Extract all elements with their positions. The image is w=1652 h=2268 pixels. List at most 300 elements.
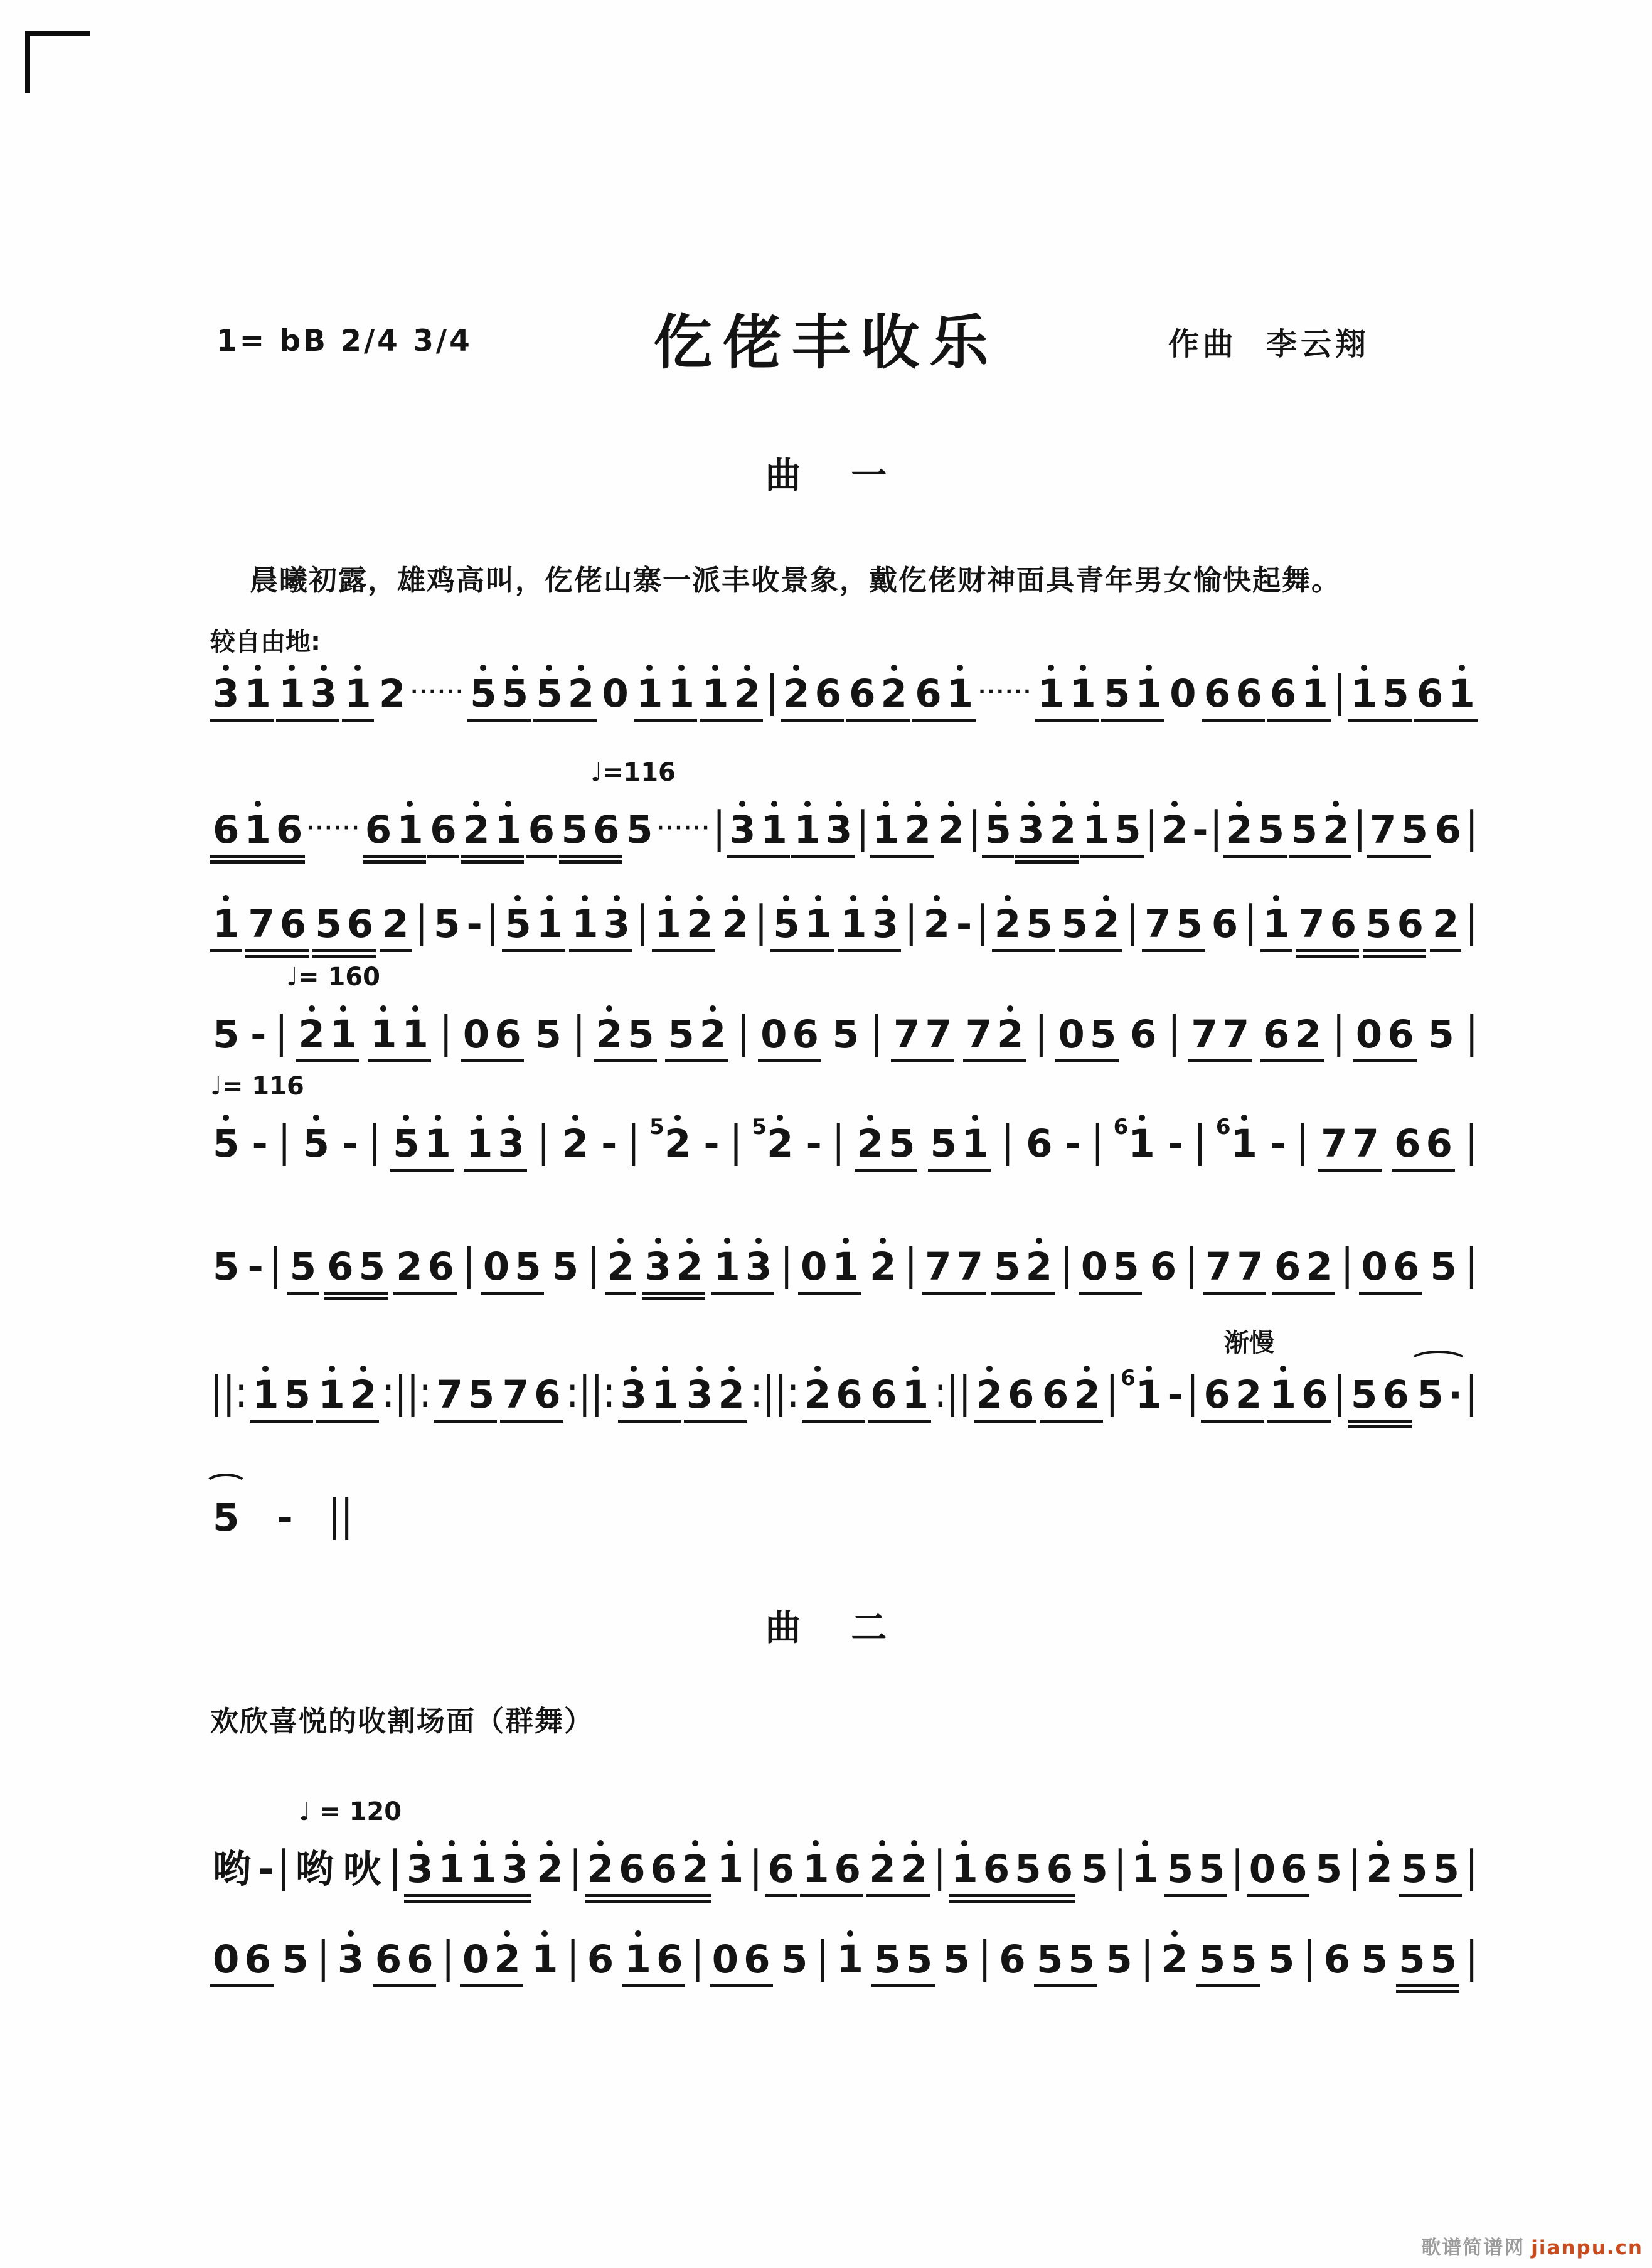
note-digit: 2 (783, 675, 809, 713)
octave-dot (1236, 801, 1242, 807)
octave-dot (309, 1005, 315, 1012)
note-token (250, 1372, 313, 1423)
note-digit: 6 (656, 1937, 683, 1982)
note-digit: 5 (1399, 1937, 1426, 1982)
note-digit: 5 (943, 1937, 970, 1982)
notes-row (210, 803, 1478, 858)
augmentation-dot: · (1448, 1374, 1463, 1416)
octave-dot (578, 665, 584, 671)
note-digit: 5 (514, 1244, 541, 1289)
note-token (210, 1012, 242, 1057)
barline: | (870, 1007, 883, 1057)
note-token (316, 1372, 379, 1423)
note-digit: 6 (375, 1937, 402, 1982)
note-digit: 5 (1230, 1937, 1257, 1982)
barline: | (441, 1932, 454, 1982)
note-token (210, 1121, 242, 1166)
note-token (1188, 1012, 1252, 1062)
octave-dot (972, 1115, 978, 1121)
note-digit: 2 (396, 1244, 423, 1289)
note-digit: 5 (213, 1125, 239, 1163)
note-token (949, 1847, 1075, 1897)
note-token (526, 808, 557, 858)
note-token (464, 1121, 527, 1172)
notation-line (210, 1072, 1478, 1172)
note-digit: 2 (1161, 811, 1188, 849)
octave-dot (449, 1840, 455, 1846)
octave-dot (655, 1238, 661, 1244)
note-digit: 6 (1330, 902, 1357, 946)
note-digit: 6 (1149, 1244, 1177, 1289)
note-digit: 2 (1432, 902, 1459, 946)
barline: | (1186, 1367, 1198, 1418)
octave-dot (692, 1840, 698, 1846)
barline: | (627, 1116, 640, 1167)
octave-dot (986, 1366, 993, 1372)
note-token (594, 1012, 657, 1062)
octave-dot (417, 1840, 423, 1846)
note-token (1267, 1372, 1331, 1423)
note-digit: 5 (289, 1244, 317, 1289)
note-digit: 1 (466, 1125, 493, 1163)
note-digit: 5 (1427, 1012, 1454, 1057)
continuation-dots: ······ (656, 817, 711, 839)
lyric-syllable: 哟 (213, 1847, 253, 1891)
octave-dot (1459, 665, 1465, 671)
note-digit: 5 (1061, 902, 1089, 946)
barline: | (277, 1842, 290, 1892)
barline: | (1145, 803, 1158, 853)
note-token (1272, 1244, 1335, 1295)
note-digit: 6 (1269, 671, 1297, 716)
barline: :||: (381, 1367, 431, 1418)
note-token (779, 1937, 810, 1982)
note-token (700, 671, 763, 722)
octave-dot (262, 1366, 269, 1372)
note-digit: 5 (1015, 1847, 1042, 1891)
barline: :|| (934, 1367, 971, 1418)
note-digit: 2 (857, 1125, 883, 1163)
note-token (642, 1244, 705, 1295)
note-digit: 3 (644, 1248, 671, 1286)
section-two-description: 欢欣喜悦的收割场面（群舞） (210, 1704, 594, 1738)
octave-dot (1028, 801, 1035, 807)
note-digit: 5 (1291, 808, 1318, 852)
note-digit: 6 (1397, 902, 1424, 946)
note-digit: 2 (536, 1850, 563, 1888)
note-digit: 5 (470, 675, 496, 713)
octave-dot (473, 801, 479, 807)
note-token (935, 808, 966, 852)
note-digit: 5 (1104, 671, 1131, 716)
octave-dot (847, 1930, 853, 1937)
note-digit: 1 (717, 1850, 743, 1888)
note-token (342, 671, 373, 722)
note-token (1289, 808, 1352, 858)
note-token (599, 671, 631, 716)
dash-prolong: - (277, 1495, 293, 1540)
octave-dot (883, 801, 889, 807)
barline: | (1465, 1367, 1478, 1418)
octave-dot (696, 1366, 703, 1372)
barline: | (269, 1239, 282, 1290)
octave-dot (793, 665, 799, 671)
note-token (434, 1372, 497, 1423)
note-digit: 5 (1361, 1937, 1388, 1982)
note-digit: 1 (794, 811, 820, 849)
barline: | (1114, 1842, 1126, 1892)
note-token (500, 1372, 563, 1423)
note-digit: 1 (832, 1248, 858, 1286)
note-token (921, 902, 952, 946)
note-digit: 5 (874, 1937, 901, 1982)
note-digit: 7 (436, 1372, 463, 1417)
octave-dot (771, 801, 777, 807)
notation-line (210, 897, 1478, 952)
note-token (624, 808, 655, 852)
barline: | (765, 666, 778, 717)
note-token (335, 1937, 366, 1982)
note-digit: 2 (804, 1376, 831, 1414)
octave-dot (546, 1840, 553, 1846)
octave-dot (836, 801, 842, 807)
barline: | (749, 1842, 762, 1892)
note-token (963, 1012, 1026, 1062)
note-digit: 6 (1211, 902, 1239, 946)
barline: | (1126, 897, 1138, 947)
note-digit: 6 (534, 1372, 561, 1417)
note-token (765, 1847, 796, 1897)
octave-dot (727, 1840, 733, 1846)
note-digit: 6 (915, 671, 942, 716)
octave-dot (744, 665, 750, 671)
octave-dot (480, 665, 486, 671)
note-digit: 2 (596, 1015, 622, 1054)
note-digit: 2 (1161, 1940, 1188, 1979)
notation-line (210, 1490, 1478, 1541)
note-digit: 6 (870, 1372, 897, 1417)
octave-dot (1146, 1366, 1152, 1372)
note-digit: 1 (668, 675, 694, 713)
note-token (1215, 1115, 1260, 1166)
note-token (1196, 1937, 1260, 1987)
note-token (533, 671, 597, 722)
barline: | (1185, 1239, 1197, 1290)
note-digit: 5 (561, 808, 589, 852)
note-digit: 3 (826, 811, 852, 849)
barline: | (1193, 1116, 1206, 1167)
note-digit: 6 (430, 808, 457, 852)
barline: | (816, 1932, 829, 1982)
note-token (791, 808, 855, 858)
octave-dot (882, 895, 888, 901)
barline: :||: (565, 1367, 616, 1418)
note-token (404, 1847, 531, 1897)
octave-dot (412, 1005, 418, 1012)
note-digit: 6 (619, 1847, 646, 1891)
octave-dot (961, 1840, 967, 1846)
note-digit: 2 (1026, 1248, 1052, 1286)
octave-dot (678, 665, 685, 671)
note-digit: 2 (1050, 811, 1076, 849)
note-token (210, 1847, 255, 1891)
note-token (1209, 902, 1240, 946)
note-token (922, 1244, 986, 1295)
score-header (0, 295, 1652, 395)
note-digit: 5 (284, 1372, 311, 1417)
note-digit: 5 (1350, 1372, 1378, 1417)
note-digit: 7 (925, 1244, 952, 1289)
note-token (652, 902, 715, 952)
octave-dot (957, 665, 963, 671)
note-digit: 2 (904, 811, 930, 849)
note-digit: 2 (937, 811, 964, 849)
barline: :||: (750, 1367, 799, 1418)
note-token (838, 902, 901, 952)
note-token (1201, 1372, 1264, 1423)
note-digit: 7 (502, 1372, 530, 1417)
octave-dot (635, 1930, 641, 1937)
section-one-heading: 曲 一 (765, 455, 906, 496)
note-token (1348, 1372, 1412, 1423)
note-digit: 2 (1226, 811, 1252, 849)
octave-dot (1007, 1005, 1013, 1012)
note-token (1121, 1366, 1164, 1417)
note-digit: 6 (365, 808, 392, 852)
barline: | (729, 1116, 742, 1167)
note-digit: 5 (1315, 1847, 1343, 1891)
note-token (1358, 1937, 1390, 1982)
note-token (711, 1244, 774, 1295)
section-one-description: 晨曦初露，雄鸡高叫，仡佬山寨一派丰收景象，戴仡佬财神面具青年男女愉快起舞。 (250, 564, 1341, 597)
note-token (1367, 808, 1431, 858)
tempo-marking: ♩=116 (590, 758, 676, 787)
note-digit: 2 (997, 1015, 1023, 1054)
note-digit: 1 (1083, 811, 1109, 849)
note-token (376, 671, 408, 716)
note-token (296, 1012, 359, 1062)
octave-dot (360, 1366, 366, 1372)
note-digit: 2 (587, 1850, 614, 1888)
grace-note: 6 (1113, 1115, 1129, 1140)
note-digit: 3 (604, 905, 630, 943)
lyric-syllable: 哟 (295, 1847, 335, 1891)
octave-dot (1084, 1366, 1090, 1372)
note-token (1267, 671, 1331, 722)
note-digit: 6 (528, 808, 555, 852)
note-token (1035, 671, 1099, 722)
note-digit: 5 (781, 1937, 808, 1982)
note-token (467, 671, 531, 722)
octave-dot (686, 1238, 693, 1244)
note-token (710, 1937, 773, 1987)
barline: | (968, 803, 981, 853)
note-digit: 1 (370, 1015, 397, 1054)
note-digit: 6 (1203, 1372, 1230, 1417)
note-digit: 5 (773, 905, 799, 943)
octave-dot (1080, 665, 1086, 671)
note-digit: 5 (1112, 1244, 1139, 1289)
note-digit: 6 (836, 1372, 863, 1417)
note-digit: 2 (494, 1940, 520, 1979)
note-digit: 6 (407, 1937, 434, 1982)
note-digit: 1 (1270, 1376, 1296, 1414)
note-token (245, 902, 309, 952)
note-digit: 3 (745, 1248, 772, 1286)
octave-dot (995, 801, 1001, 807)
note-token (1079, 1847, 1110, 1891)
note-digit: 0 (1080, 1244, 1108, 1289)
note-digit: 1 (1231, 1125, 1257, 1163)
note-token (1148, 1244, 1179, 1289)
note-digit: 6 (1416, 671, 1444, 716)
note-token (830, 1012, 861, 1057)
note-digit: 5 (502, 675, 528, 713)
note-digit: 1 (837, 1940, 863, 1979)
note-digit: 0 (711, 1937, 739, 1982)
note-token (834, 1937, 866, 1982)
octave-dot (891, 665, 897, 671)
notes-row (210, 1007, 1478, 1062)
note-token (1430, 902, 1461, 952)
note-token (279, 1937, 311, 1982)
octave-dot (582, 895, 588, 901)
octave-dot (1103, 895, 1109, 901)
note-digit: 1 (625, 1940, 651, 1979)
octave-dot (512, 1840, 518, 1846)
note-digit: 1 (1132, 1850, 1158, 1888)
note-token (1164, 1847, 1228, 1897)
octave-dot (476, 1115, 482, 1121)
dash-prolong: - (956, 902, 973, 946)
dash-prolong: - (601, 1121, 617, 1166)
note-digit: 2 (722, 905, 748, 943)
barline: | (933, 1842, 946, 1892)
octave-dot (614, 895, 620, 901)
dash-prolong: - (1192, 808, 1208, 852)
note-token (210, 902, 242, 952)
barline: | (1296, 1116, 1308, 1167)
octave-dot (1005, 895, 1011, 901)
note-digit: 1 (1038, 675, 1064, 713)
note-token (866, 1847, 930, 1897)
note-token (1260, 902, 1292, 952)
octave-dot (867, 1115, 873, 1121)
note-digit: 5 (504, 905, 531, 943)
note-digit: 5 (213, 1495, 240, 1540)
octave-dot (1139, 1115, 1145, 1121)
note-token (324, 1244, 388, 1295)
note-token (1080, 808, 1144, 858)
dash-prolong: - (806, 1121, 822, 1166)
note-digit: 1 (1069, 675, 1095, 713)
note-token (287, 1244, 319, 1295)
note-digit: 1 (1136, 1376, 1162, 1414)
barline: | (1091, 1116, 1104, 1167)
note-digit: 1 (1128, 1125, 1154, 1163)
note-token (1023, 1121, 1055, 1166)
note-token (210, 1495, 242, 1540)
note-token (431, 902, 462, 946)
note-token (1159, 1937, 1190, 1982)
note-token (1260, 1012, 1324, 1062)
octave-dot (606, 1005, 612, 1012)
note-digit: 0 (1249, 1847, 1276, 1891)
note-digit: 1 (702, 675, 728, 713)
note-digit: 2 (562, 1125, 589, 1163)
note-token (368, 1012, 431, 1062)
octave-dot (696, 895, 703, 901)
barline: | (978, 1932, 991, 1982)
octave-dot (340, 1005, 346, 1012)
note-digit: 5 (1257, 808, 1285, 852)
notes-row (210, 1932, 1478, 1987)
octave-dot (546, 895, 553, 901)
note-token (363, 808, 426, 858)
octave-dot (631, 1366, 637, 1372)
note-token (1129, 1847, 1161, 1891)
note-token (1363, 1847, 1395, 1891)
octave-dot (1312, 665, 1318, 671)
note-digit: 1 (402, 1015, 428, 1054)
note-token (1113, 1115, 1158, 1166)
barline: | (754, 897, 767, 947)
notation-line (210, 963, 1478, 1062)
notes-row (210, 1490, 1478, 1541)
dash-prolong: - (342, 1121, 358, 1166)
octave-dot (407, 801, 413, 807)
note-digit: 2 (676, 1248, 703, 1286)
note-digit: 6 (743, 1937, 770, 1982)
note-token (1318, 1121, 1382, 1172)
note-token (992, 902, 1055, 952)
barline: | (1303, 1932, 1316, 1982)
note-digit: 2 (682, 1850, 708, 1888)
octave-dot (514, 895, 521, 901)
note-digit: 1 (536, 905, 563, 943)
note-token (1353, 1012, 1417, 1062)
note-digit: 6 (275, 808, 303, 852)
note-digit: 1 (425, 1125, 451, 1163)
note-digit: 1 (439, 1850, 465, 1888)
note-digit: 3 (338, 1940, 364, 1979)
note-token (1103, 1937, 1134, 1982)
note-token (758, 1012, 821, 1062)
octave-dot (223, 665, 229, 671)
barline: | (904, 897, 917, 947)
note-digit: 3 (621, 1376, 647, 1414)
note-digit: 1 (213, 905, 239, 943)
notes-row (210, 1842, 1478, 1897)
note-token (684, 1372, 747, 1423)
octave-dot (1142, 1840, 1148, 1846)
grace-note: 5 (752, 1115, 767, 1140)
note-digit: 6 (1323, 1937, 1351, 1982)
note-digit: 1 (344, 675, 371, 713)
note-digit: 2 (1093, 905, 1119, 943)
note-token (461, 808, 524, 858)
note-token (1247, 1847, 1310, 1897)
note-digit: 5 (1026, 902, 1053, 946)
note-digit: 2 (568, 675, 594, 713)
octave-dot (403, 1115, 409, 1121)
note-digit: 1 (1351, 675, 1377, 713)
octave-dot (255, 801, 261, 807)
note-digit: 5 (535, 1012, 562, 1057)
note-digit: 1 (252, 1376, 279, 1414)
octave-dot (880, 1238, 886, 1244)
note-digit: 2 (382, 902, 409, 946)
